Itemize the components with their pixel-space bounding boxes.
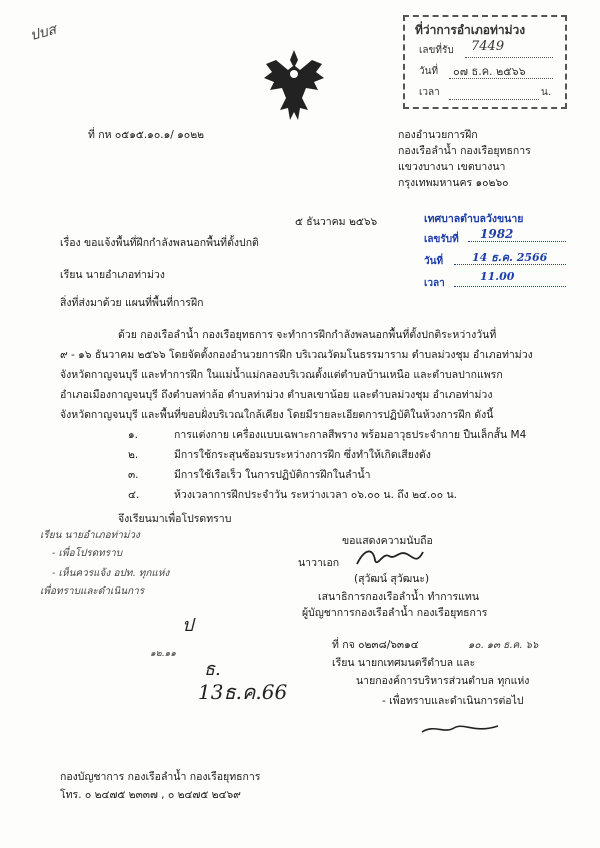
tambon-date-label: วันที่ [424, 256, 444, 267]
received-stamp [403, 15, 567, 109]
tambon-date-value: 14 ธ.ค. 2566 [472, 251, 548, 264]
garuda-emblem-icon [262, 48, 326, 122]
sender-line: กรุงเทพมหานคร ๑๐๒๖๐ [398, 177, 509, 189]
item-text: มีการใช้กระสุนซ้อมรบระหว่างการฝึก ซึ่งทำให้เกิดเสียงดัง [174, 449, 431, 461]
body-line: อำเภอเมืองกาญจนบุรี ถึงตำบลท่าล้อ ตำบลท่าม่วง ตำบลเขาน้อย และตำบลม่วงชุม อำเภอท่าม่วง [60, 389, 493, 401]
handwritten-note-line: เรียน นายอำเภอท่าม่วง [40, 530, 140, 541]
handwritten-note-line: - เห็นควรแจ้ง อปท. ทุกแห่ง [52, 568, 170, 579]
letter-regards: ขอแสดงความนับถือ [342, 535, 433, 547]
order-recipient: เรียน นายกเทศมนตรีตำบล และ [332, 657, 476, 669]
stamp-line [465, 57, 553, 58]
order-signature-icon [420, 720, 500, 738]
letter-enclosure: สิ่งที่ส่งมาด้วย แผนที่พื้นที่การฝึก [60, 297, 204, 309]
order-recipient: นายกองค์การบริหารส่วนตำบล ทุกแห่ง [356, 675, 530, 687]
item-text: ห้วงเวลาการฝึกประจำวัน ระหว่างเวลา ๐๖.๐๐ น. ถึง ๒๔.๐๐ น. [174, 489, 457, 501]
signer-rank: นาวาเอก [298, 557, 340, 569]
item-number: ๔. [128, 489, 140, 501]
tambon-time-label: เวลา [424, 278, 445, 289]
item-text: มีการใช้เรือเร็ว ในการปฏิบัติการฝึกในลำน้ำ [174, 469, 371, 481]
handwritten-note-line: เพื่อทราบและดำเนินการ [40, 586, 145, 597]
footer-phone: โทร. ๐ ๒๔๗๕ ๒๓๓๗ , ๐ ๒๔๗๕ ๒๔๖๙ [60, 789, 241, 801]
order-ref: ที่ กจ ๐๒๓๘/๖๓๑๔ [332, 639, 419, 651]
handwritten-initial: ป [182, 615, 194, 636]
stamp-date-label: วันที่ [419, 66, 439, 77]
signature-icon [355, 546, 425, 570]
stamp-line [449, 78, 553, 79]
tambon-stamp-title: เทศบาลตำบลวังขนาย [424, 213, 524, 225]
letter-ref-no: ที่ กห ๐๕๑๕.๑๐.๑/ ๑๐๒๒ [88, 129, 205, 141]
sender-line: แขวงบางนา เขตบางนา [398, 161, 506, 173]
letter-to: เรียน นายอำเภอท่าม่วง [60, 269, 165, 281]
body-line: ด้วย กองเรือลำน้ำ กองเรือยุทธการ จะทำการฝึกกำลังพลนอกพื้นที่ตั้งปกติระหว่างวันที่ [118, 329, 497, 341]
stamp-time-label: เวลา [419, 87, 440, 98]
tambon-receipt-label: เลขรับที่ [424, 234, 459, 245]
tambon-receipt-no: 1982 [480, 227, 514, 241]
tambon-time-value: 11.00 [480, 270, 515, 283]
body-line: จังหวัดกาญจนบุรี และพื้นที่ขอบฝั่งบริเวณใกล้เคียง โดยมีรายละเอียดการปฏิบัติในห้วงการฝึก ดังนี้ [60, 409, 494, 421]
stamp-title: ที่ว่าการอำเภอท่าม่วง [415, 23, 526, 37]
sender-line: กองเรือลำน้ำ กองเรือยุทธการ [398, 145, 531, 157]
stamp-date-value: ๐๗ ธ.ค. ๒๕๖๖ [453, 65, 526, 78]
stamp-receipt-no: 7449 [471, 39, 505, 54]
item-number: ๑. [128, 429, 139, 441]
handwritten-note-line: - เพื่อโปรดทราบ [52, 548, 123, 559]
stamp-line [468, 241, 566, 242]
item-number: ๓. [128, 469, 139, 481]
signer-name: (สุวัฒน์ สุวัฒนะ) [354, 573, 430, 585]
footer-office: กองบัญชาการ กองเรือลำน้ำ กองเรือยุทธการ [60, 771, 261, 783]
letter-date: ๕ ธันวาคม ๒๕๖๖ [295, 216, 378, 228]
signer-title: เสนาธิการกองเรือลำน้ำ ทำการแทน [318, 591, 480, 603]
order-purpose: - เพื่อทราบและดำเนินการต่อไป [382, 695, 524, 707]
letter-subject: เรื่อง ขอแจ้งพื้นที่ฝึกกำลังพลนอกพื้นที่ตั้งปกติ [60, 237, 259, 249]
body-line: ๙ - ๑๖ ธันวาคม ๒๕๖๖ โดยจัดตั้งกองอำนวยการฝึก บริเวณวัดมโนธรรมาราม ตำบลม่วงชุม อำเภอท่าม่วง [60, 349, 533, 361]
item-text: การแต่งกาย เครื่องแบบเฉพาะกาลสีพราง พร้อมอาวุธประจำกาย ปืนเล็กสั้น M4 [174, 429, 527, 441]
letter-closing: จึงเรียนมาเพื่อโปรดทราบ [118, 513, 232, 525]
signer-title: ผู้บัญชาการกองเรือลำน้ำ กองเรือยุทธการ [302, 607, 488, 619]
corner-handwritten-note: ปบส [28, 21, 58, 45]
body-line: จังหวัดกาญจนบุรี และทำการฝึก ในแม่น้ำแม่กลองบริเวณตั้งแต่ตำบลบ้านเหนือ และตำบลปากแพรก [60, 369, 503, 381]
handwritten-date-small: ๑๒.๑๑ [150, 649, 176, 659]
stamp-line [454, 264, 566, 265]
order-date: ๑๐. ๑๓ ธ.ค. ๖๖ [468, 640, 539, 651]
handwritten-signature: ธ. [204, 659, 221, 680]
item-number: ๒. [128, 449, 139, 461]
handwritten-date: 13ธ.ค.66 [198, 680, 288, 704]
stamp-line [454, 286, 566, 287]
sender-line: กองอำนวยการฝึก [398, 129, 478, 141]
stamp-line [449, 99, 539, 100]
stamp-time-suffix: น. [541, 87, 552, 98]
stamp-receipt-label: เลขที่รับ [419, 45, 454, 56]
